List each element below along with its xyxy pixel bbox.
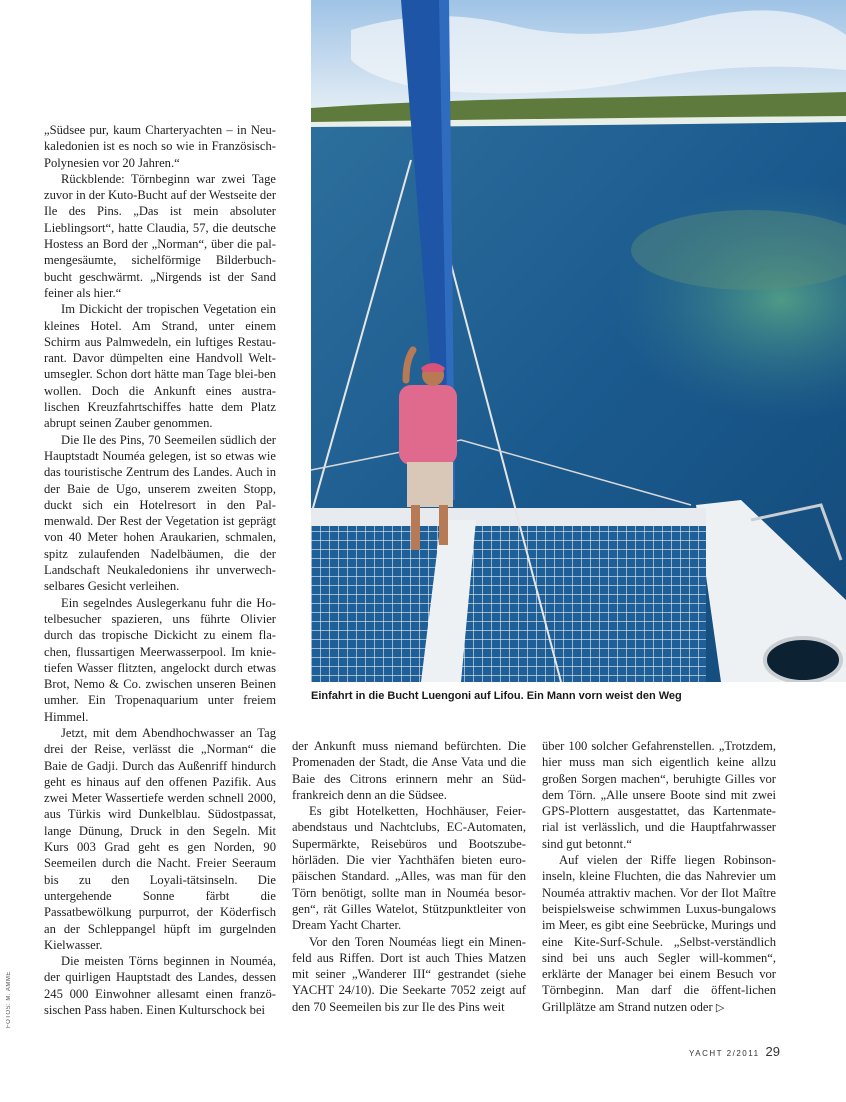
- catamaran-photo: [311, 0, 846, 682]
- paragraph: über 100 solcher Gefahrenstellen. „Trotzdem, hier muss man sich eigentlich keine allzu großen Sorgen machen“, beruhigte Gilles vor dem Törn. „Alle unsere Boote sind mit zwei GPS-Plottern ausgestattet, das Kartenmate-rial ist verlässlich, und die Hauptfahrwasser sind gut betonnt.“: [542, 739, 776, 851]
- paragraph: Die meisten Törns beginnen in Nouméa, der quirligen Hauptstadt des Landes, dessen 245 000 Einwohner allesamt einen franzö-sischen Pass haben. Einen Kulturschock bei: [44, 954, 276, 1018]
- paragraph: „Südsee pur, kaum Charteryachten – in Neu-kaledonien ist es noch so wie in Französisch-Polynesien vor 20 Jahren.“: [44, 123, 276, 170]
- page-number: 29: [765, 1044, 780, 1059]
- paragraph-text: Auf vielen der Riffe liegen Robinson-inseln, kleine Fluchten, die das Nahrevier um Nouméa attraktiv machen. Vor der Ilot Maître beispielsweise schwimmen Luxus-bungalows im Meer, es gibt eine Seebrücke, Murings und eine Kite-Surf-Schule. „Selbst-verständlich sind bei uns auch Segler will-kommen“, erklärte der Manager bei einem Besuch vor Törnbeginn. Man darf die öffent-lichen Grillplätze am Strand nutzen oder: [542, 853, 776, 1014]
- paragraph: Vor den Toren Nouméas liegt ein Minen-feld aus Riffen. Dort ist auch Thies Matzen mit seiner „Wanderer III“ gestrandet (siehe YACHT 24/10). Die Seekarte 7052 zeigt auf den 70 Seemeilen bis zur Ile des Pins weit: [292, 934, 526, 1014]
- text-column-1: [44, 122, 276, 1018]
- text-column-3: [542, 738, 776, 1016]
- paragraph: Die Ile des Pins, 70 Seemeilen südlich der Hauptstadt Nouméa gelegen, ist so etwas wie das touristische Zentrum des Landes. Auch in der Baie de Ugo, unserem zweiten Stopp, duckt sich ein Hotelresort in den Pal-menwald. Der Rest der Vegetation ist geprägt von 40 Meter hohen Araukarien, schmalen, spitz zulaufenden Nadelbäumen, die der Landschaft Neukaledoniens ihr unverwech-selbares Gesicht verleihen.: [44, 432, 276, 594]
- trampoline-net: [311, 525, 706, 682]
- continue-arrow-icon: ▷: [715, 1000, 725, 1014]
- paragraph: Ein segelndes Auslegerkanu fuhr die Ho-telbesucher spazieren, uns führte Olivier durch das tropische Dickicht zu einem fla-chen, flussartigen Meerwasserpool. Im knie-tiefen Wasser flitzten, angelockt durch etwas Brot, Nemo & Co. zwischen unseren Beinen umher. Ein Tropenaquarium unter freiem Himmel.: [44, 595, 276, 724]
- text-column-2: [292, 738, 526, 1015]
- photo-caption: Einfahrt in die Bucht Luengoni auf Lifou. Ein Mann vorn weist den Weg: [311, 690, 682, 702]
- photo-illustration: [311, 0, 846, 682]
- paragraph: Es gibt Hotelketten, Hochhäuser, Feier-abendstaus und Nachtclubs, EC-Automaten, Supermärkte, Reisebüros und Bootszube-hörläden. Die vier Yachthäfen bieten euro-päischen Standard. „Alles, was man für den Törn benötigt, sollte man in Nouméa besor-gen“, rät Gilles Watelot, Stützpunktleiter von Dream Yacht Charter.: [292, 804, 526, 933]
- paragraph: Im Dickicht der tropischen Vegetation ein kleines Hotel. Am Strand, unter einem Schirm aus Palmwedeln, ein luftiges Restau-rant. Davor dümpelten eine Handvoll Welt-umsegler. Schon dort hätte man Tage blei-ben wollen. Doch die Ankunft eines austra-lischen Kreuzfahrtschiffes hatte dem Platz abrupt seinen Zauber genommen.: [44, 302, 276, 431]
- crossbeam: [311, 508, 706, 526]
- page-footer: [689, 1043, 780, 1061]
- magazine-issue: YACHT 2/2011: [689, 1049, 760, 1058]
- hatch: [765, 638, 841, 682]
- photo-credit: FOTOS: M. AMME: [6, 971, 12, 1028]
- paragraph: [542, 852, 776, 1016]
- paragraph: Rückblende: Törnbeginn war zwei Tage zuvor in der Kuto-Bucht auf der Westseite der Ile des Pins. „Das ist mein absoluter Lieblingsort“, hatte Claudia, 57, die deutsche Hostess an Bord der „Norman“, über die pal-mengesäumte, sichelförmige Bilderbuch-bucht geschwärmt. „Nirgends ist der Sand feiner als hier.“: [44, 171, 277, 300]
- paragraph: Jetzt, mit dem Abendhochwasser an Tag drei der Reise, verlässt die „Norman“ die Baie de Gadji. Durch das Außenriff hindurch geht es hinaus auf den offenen Pazifik. Aus zwei Meter Wassertiefe werden schnell 2000, aus Türkis wird Dunkelblau. Südostpassat, lange Dünung, Druck in den Segeln. Mit Kurs 003 Grad geht es gen Norden, 90 Seemeilen durch die Nacht. Freier Seeraum bis zu den Loyali-tätsinseln. Die untergehende Sonne färbt die Passatbewölkung purpurrot, der Köderfisch an der Schleppangel hüpft im gurgelnden Kielwasser.: [44, 725, 276, 952]
- paragraph: der Ankunft muss niemand befürchten. Die Promenaden der Stadt, die Anse Vata und die Baie des Citrons erinnern mehr an Süd-frankreich denn an die Südsee.: [292, 739, 526, 802]
